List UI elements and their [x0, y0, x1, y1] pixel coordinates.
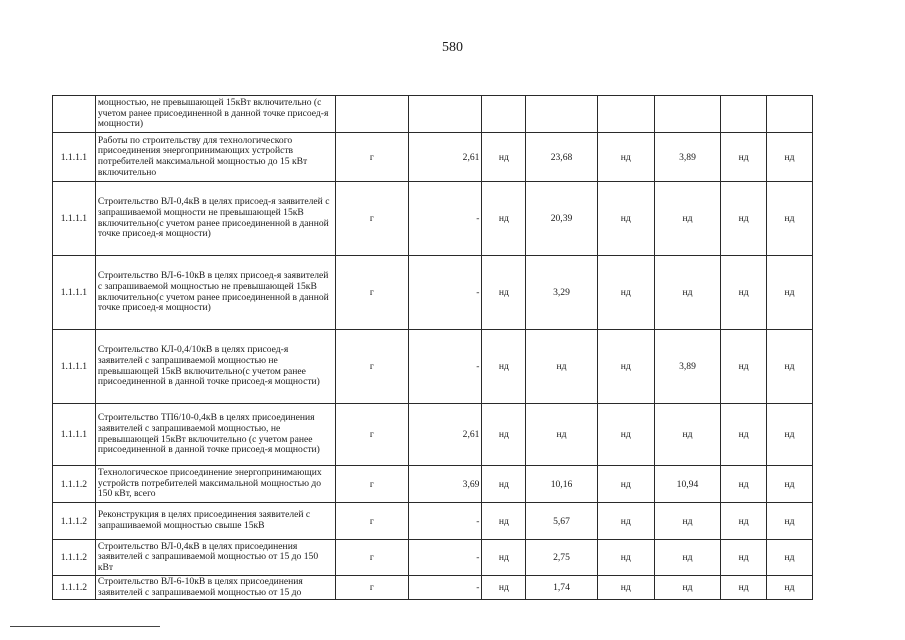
row-value-6: нд	[721, 133, 767, 182]
row-value-2: нд	[482, 256, 526, 330]
row-value-1: -	[409, 576, 482, 600]
row-value-3: нд	[526, 404, 597, 466]
row-value-2: нд	[482, 503, 526, 540]
row-value-5: нд	[654, 503, 720, 540]
page-number: 580	[442, 40, 463, 55]
row-value-7: нд	[767, 182, 813, 256]
row-value-2: нд	[482, 540, 526, 576]
row-value-4: нд	[597, 503, 654, 540]
row-unit: г	[335, 466, 408, 503]
table-row	[53, 576, 813, 600]
row-value-1: -	[409, 182, 482, 256]
row-description: Строительство КЛ-0,4/10кВ в целях присоед-я заявителей с запрашиваемой мощностью не превышающей 15кВ включительно(с учетом ранее присоединенной в данной точке присоед-я мощности)	[95, 330, 335, 404]
row-code: 1.1.1.2	[53, 503, 96, 540]
row-description: Реконструкция в целях присоединения заявителей с запрашиваемой мощностью свыше 15кВ	[95, 503, 335, 540]
table-row	[53, 133, 813, 182]
row-value-4: нд	[597, 133, 654, 182]
row-unit: г	[335, 576, 408, 600]
row-value-4: нд	[597, 256, 654, 330]
row-value-5: нд	[654, 576, 720, 600]
footnote-separator	[10, 626, 160, 627]
row-value-6: нд	[721, 466, 767, 503]
row-unit	[335, 96, 408, 133]
row-code: 1.1.1.2	[53, 466, 96, 503]
row-code: 1.1.1.2	[53, 576, 96, 600]
row-value-1: -	[409, 503, 482, 540]
row-value-6: нд	[721, 503, 767, 540]
row-value-4: нд	[597, 466, 654, 503]
row-value-5: 3,89	[654, 133, 720, 182]
row-description: Строительство ВЛ-6-10кВ в целях присоед-я заявителей с запрашиваемой мощностью не превышающей 15кВ включительно(с учетом ранее присоединенной в данной точке присоед-я мощности)	[95, 256, 335, 330]
row-value-7	[767, 96, 813, 133]
row-code	[53, 96, 96, 133]
row-value-6: нд	[721, 576, 767, 600]
row-description: мощностью, не превышающей 15кВт включительно (с учетом ранее присоединенной в данной точке присоед-я мощности)	[95, 96, 335, 133]
row-unit: г	[335, 182, 408, 256]
row-value-6: нд	[721, 540, 767, 576]
row-code: 1.1.1.1	[53, 133, 96, 182]
row-value-7: нд	[767, 330, 813, 404]
row-value-4: нд	[597, 182, 654, 256]
row-value-6: нд	[721, 404, 767, 466]
row-value-5	[654, 96, 720, 133]
row-unit: г	[335, 256, 408, 330]
row-value-3: 2,75	[526, 540, 597, 576]
row-description: Строительство ВЛ-0,4кВ в целях присоед-я заявителей с запрашиваемой мощности не превышающей 15кВ включительно(с учетом ранее присоединенной в данной точке присоед-я мощности)	[95, 182, 335, 256]
row-value-3: нд	[526, 330, 597, 404]
row-value-7: нд	[767, 133, 813, 182]
row-value-1: -	[409, 330, 482, 404]
row-value-6	[721, 96, 767, 133]
row-value-3: 10,16	[526, 466, 597, 503]
row-value-7: нд	[767, 404, 813, 466]
row-value-5: нд	[654, 540, 720, 576]
row-value-4: нд	[597, 404, 654, 466]
row-unit: г	[335, 503, 408, 540]
table-body	[53, 96, 813, 600]
row-code: 1.1.1.1	[53, 330, 96, 404]
row-value-2: нд	[482, 466, 526, 503]
row-description: Технологическое присоединение энергопринимающих устройств потребителей максимальной мощностью до 150 кВт, всего	[95, 466, 335, 503]
table-row	[53, 404, 813, 466]
table-row	[53, 96, 813, 133]
row-value-1	[409, 96, 482, 133]
row-value-7: нд	[767, 503, 813, 540]
row-value-2: нд	[482, 133, 526, 182]
row-value-5: 10,94	[654, 466, 720, 503]
row-value-2	[482, 96, 526, 133]
row-value-1: 2,61	[409, 133, 482, 182]
row-value-1: 2,61	[409, 404, 482, 466]
row-value-3: 20,39	[526, 182, 597, 256]
row-value-3: 3,29	[526, 256, 597, 330]
row-unit: г	[335, 540, 408, 576]
row-value-6: нд	[721, 330, 767, 404]
row-description: Строительство ВЛ-6-10кВ в целях присоединения заявителей с запрашиваемой мощностью от 15 до	[95, 576, 335, 600]
table-row	[53, 540, 813, 576]
row-value-7: нд	[767, 466, 813, 503]
row-description: Строительство ТП6/10-0,4кВ в целях присоединения заявителей с запрашиваемой мощностью, не превышающей 15кВт включительно (с учетом ранее присоединенной в данной точке присоед-я мощности)	[95, 404, 335, 466]
row-description: Работы по строительству для технологического присоединения энергопринимающих устройств потребителей максимальной мощностью до 15 кВт включительно	[95, 133, 335, 182]
row-value-5: нд	[654, 404, 720, 466]
data-table	[52, 95, 813, 600]
row-value-5: 3,89	[654, 330, 720, 404]
row-value-2: нд	[482, 182, 526, 256]
row-value-7: нд	[767, 256, 813, 330]
table-row	[53, 182, 813, 256]
row-value-4: нд	[597, 540, 654, 576]
row-value-5: нд	[654, 256, 720, 330]
row-value-3: 1,74	[526, 576, 597, 600]
row-description: Строительство ВЛ-0,4кВ в целях присоединения заявителей с запрашиваемой мощностью от 15 до 150 кВт	[95, 540, 335, 576]
row-value-4: нд	[597, 330, 654, 404]
row-value-4: нд	[597, 576, 654, 600]
row-value-6: нд	[721, 182, 767, 256]
row-value-6: нд	[721, 256, 767, 330]
row-code: 1.1.1.1	[53, 256, 96, 330]
row-value-1: -	[409, 540, 482, 576]
row-value-5: нд	[654, 182, 720, 256]
row-value-4	[597, 96, 654, 133]
row-value-3: 5,67	[526, 503, 597, 540]
row-value-7: нд	[767, 540, 813, 576]
row-unit: г	[335, 330, 408, 404]
table-row	[53, 503, 813, 540]
row-unit: г	[335, 404, 408, 466]
row-code: 1.1.1.1	[53, 182, 96, 256]
table-row	[53, 466, 813, 503]
table-row	[53, 330, 813, 404]
row-code: 1.1.1.2	[53, 540, 96, 576]
row-value-7: нд	[767, 576, 813, 600]
row-value-2: нд	[482, 330, 526, 404]
row-value-3: 23,68	[526, 133, 597, 182]
row-value-2: нд	[482, 404, 526, 466]
row-code: 1.1.1.1	[53, 404, 96, 466]
row-value-3	[526, 96, 597, 133]
row-value-1: 3,69	[409, 466, 482, 503]
row-unit: г	[335, 133, 408, 182]
table-row	[53, 256, 813, 330]
row-value-1: -	[409, 256, 482, 330]
row-value-2: нд	[482, 576, 526, 600]
